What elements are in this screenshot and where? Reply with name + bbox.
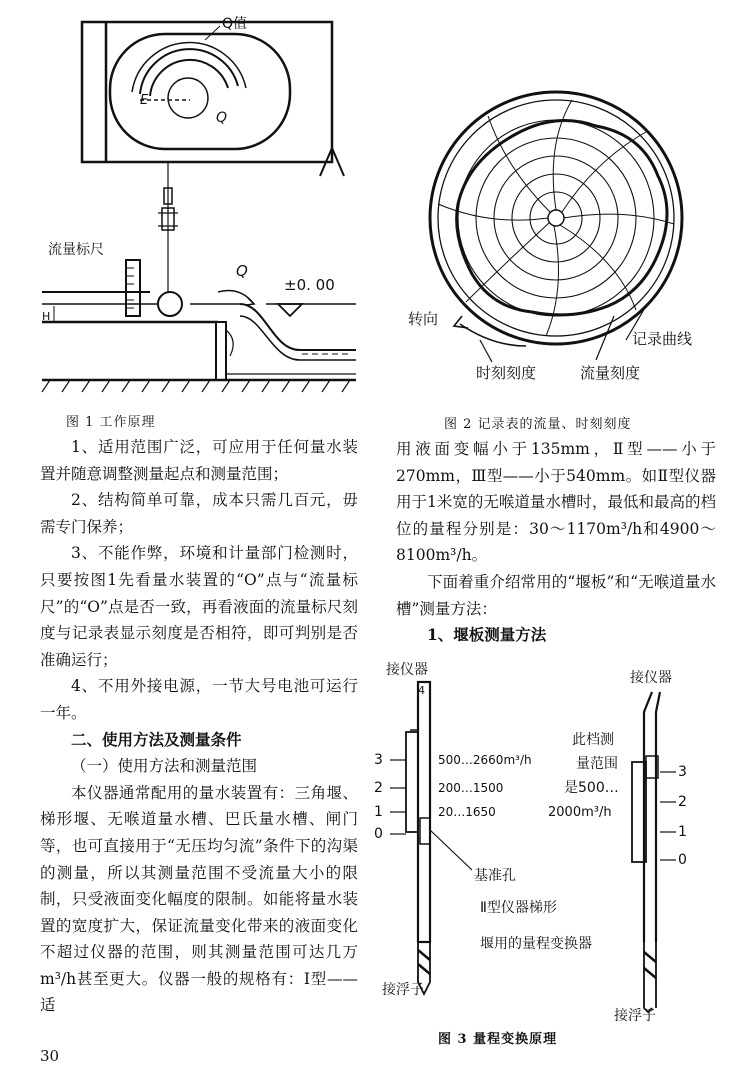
- heading-weir-method: 1、堰板测量方法: [427, 625, 547, 645]
- paragraph-usage: 本仪器通常配用的量水装置有：三角堰、梯形堰、无喉道量水槽、巴氏量水槽、闸门等，也可直接用于“无压均匀流”条件下的沟渠的测量，所以其测量范围不受流量大小的限制，只受液面变化幅度的限制。如能将量水装置的宽度扩大，保证流量变化带来的液面变化不超过仪器的范围，则其测量范围可达几万m³/h甚至更大。仪器一般的规格有：Ⅰ型——适: [40, 783, 358, 1015]
- fig3-left-tick-3: 3: [374, 752, 383, 768]
- fig2-flow-label: 流量刻度: [580, 364, 641, 382]
- paragraph-feature-1: 1、适用范围广泛，可应用于任何量水装置并随意调整测量起点和测量范围；: [40, 438, 358, 483]
- fig2-turn-label: 转向: [408, 310, 439, 328]
- fig3-connect-float-left: 接浮子: [382, 982, 424, 998]
- fig3-range-2: 200…1500: [438, 781, 504, 795]
- paragraph-specs: 用液面变幅小于135mm，Ⅱ型——小于270mm，Ⅲ型——小于540mm。如Ⅱ型仪器用于1米宽的无喉道量水槽时，最低和最高的档位的量程分别是：30～1170m³/h和4900～8100m³/h。: [396, 440, 716, 565]
- fig3-top-number: 4: [418, 684, 425, 697]
- fig1-q-arc-label: Q: [216, 110, 228, 126]
- fig2-caption: 图 2 记录表的流量、时刻刻度: [444, 417, 632, 432]
- paragraph-intro-methods: 下面着重介绍常用的“堰板”和“无喉道量水槽”测量方法：: [396, 572, 716, 618]
- page-number: 30: [40, 1047, 60, 1065]
- fig1-level-label: ±0. 00: [284, 276, 335, 294]
- fig3-connect-instrument-right: 接仪器: [630, 670, 672, 686]
- fig1-e-label: E: [140, 93, 149, 108]
- fig3-connect-float-right: 接浮子: [614, 1008, 656, 1022]
- fig3-right-tick-2: 2: [678, 794, 687, 810]
- fig1-q-value-label: Q值: [222, 16, 248, 32]
- paragraph-feature-2: 2、结构简单可靠，成本只需几百元，毋需专门保养；: [40, 491, 358, 536]
- right-column-text: [396, 436, 716, 649]
- fig3-desc-line2: 堰用的量程变换器: [480, 936, 592, 952]
- fig3-connect-instrument-left: 接仪器: [386, 662, 428, 678]
- paragraph-feature-3: 3、不能作弊，环境和计量部门检测时，只要按图1先看量水装置的“O”点与“流量标尺”的“O”点是否一致，再看液面的流量标尺刻度与记录表显示刻度是否相符，即可判别是否准确运行；: [40, 544, 358, 669]
- subsection-heading-1: （一）使用方法和测量范围: [71, 757, 258, 776]
- fig1-ruler-label: 流量标尺: [48, 242, 104, 258]
- fig3-note-line4: 2000m³/h: [548, 805, 612, 820]
- fig3-desc-line1: Ⅱ型仪器梯形: [480, 900, 557, 916]
- fig3-note-line1: 此档测: [572, 732, 614, 748]
- fig2-curve-label: 记录曲线: [632, 330, 693, 348]
- fig1-q-flow-label: Q: [236, 262, 248, 280]
- figure-3-range-converter: [362, 652, 722, 1022]
- fig3-left-tick-0: 0: [374, 826, 383, 842]
- fig3-left-tick-2: 2: [374, 780, 383, 796]
- section-heading-2: 二、使用方法及测量条件: [71, 729, 242, 749]
- fig1-h-label: H: [42, 310, 51, 323]
- fig3-range-3: 500…2660m³/h: [438, 753, 532, 767]
- fig3-range-1: 20…1650: [438, 805, 496, 819]
- fig3-right-tick-3: 3: [678, 764, 687, 780]
- fig3-left-tick-1: 1: [374, 804, 383, 820]
- fig3-caption: 图 3 量程变换原理: [438, 1032, 558, 1047]
- fig1-caption: 图 1 工作原理: [66, 415, 156, 430]
- fig3-right-tick-0: 0: [678, 852, 687, 868]
- figure-2-recorder-chart: [396, 84, 716, 404]
- paragraph-feature-4: 4、不用外接电源，一节大号电池可运行一年。: [40, 677, 358, 722]
- fig3-right-tick-1: 1: [678, 824, 687, 840]
- fig3-base-hole-label: 基准孔: [474, 868, 516, 884]
- left-column-text: [40, 434, 358, 1019]
- figure-1-working-principle: [40, 8, 360, 400]
- fig3-note-line3: 是500…: [564, 780, 619, 796]
- fig3-note-line2: 量范围: [576, 756, 618, 772]
- fig2-time-label: 时刻刻度: [476, 364, 537, 382]
